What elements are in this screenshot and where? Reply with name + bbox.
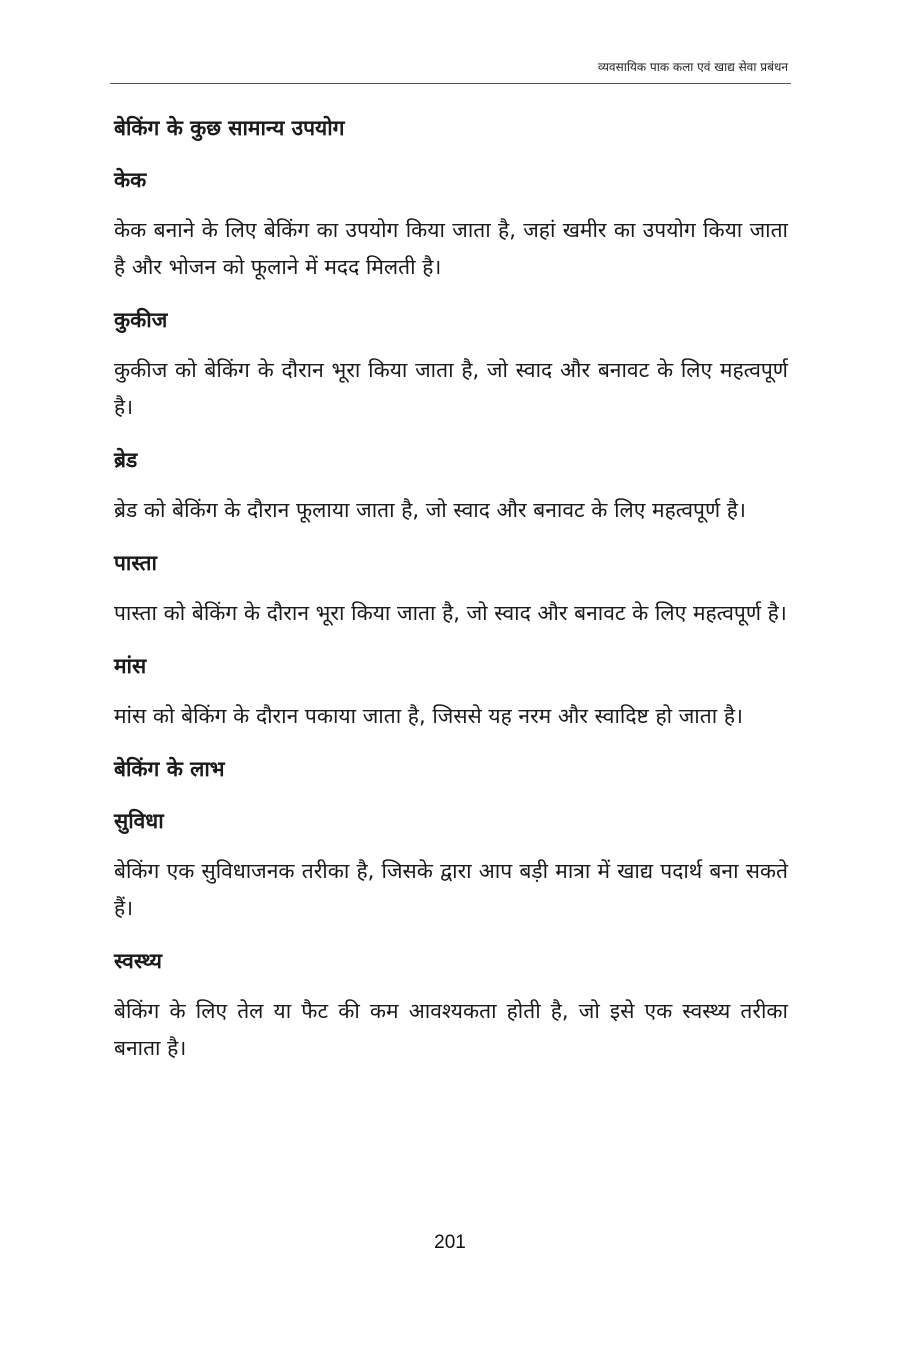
subheading-health: स्वस्थ्य — [114, 949, 162, 973]
paragraph-cake: केक बनाने के लिए बेकिंग का उपयोग किया जाता है, जहां खमीर का उपयोग किया जाता है और भोजन को फूलाने में मदद मिलती है। — [114, 218, 788, 279]
running-header-title: व्यवसायिक पाक कला एवं खाद्य सेवा प्रबंधन — [597, 60, 788, 74]
paragraph-bread: ब्रेड को बेकिंग के दौरान फूलाया जाता है, जो स्वाद और बनावट के लिए महत्वपूर्ण है। — [114, 498, 746, 522]
page-body — [114, 108, 788, 1081]
section-heading-benefits: बेकिंग के लाभ — [114, 757, 225, 781]
paragraph-meat: मांस को बेकिंग के दौरान पकाया जाता है, जिससे यह नरम और स्वादिष्ट हो जाता है। — [114, 704, 743, 728]
page-number: 201 — [434, 1232, 466, 1253]
subheading-bread: ब्रेड — [114, 448, 138, 472]
paragraph-convenience: बेकिंग एक सुविधाजनक तरीका है, जिसके द्वारा आप बड़ी मात्रा में खाद्य पदार्थ बना सकते हैं। — [114, 859, 788, 920]
subheading-cookies: कुकीज — [114, 308, 168, 332]
subheading-cake: केक — [114, 168, 147, 192]
paragraph-pasta: पास्ता को बेकिंग के दौरान भूरा किया जाता है, जो स्वाद और बनावट के लिए महत्वपूर्ण है। — [114, 601, 787, 625]
paragraph-health: बेकिंग के लिए तेल या फैट की कम आवश्यकता होती है, जो इसे एक स्वस्थ्य तरीका बनाता है। — [114, 999, 788, 1060]
subheading-meat: मांस — [114, 654, 147, 678]
subheading-convenience: सुविधा — [114, 809, 164, 833]
header-divider — [110, 83, 791, 84]
section-heading-common-uses: बेकिंग के कुछ सामान्य उपयोग — [114, 116, 345, 140]
paragraph-cookies: कुकीज को बेकिंग के दौरान भूरा किया जाता है, जो स्वाद और बनावट के लिए महत्वपूर्ण है। — [114, 358, 788, 419]
subheading-pasta: पास्ता — [114, 551, 157, 575]
